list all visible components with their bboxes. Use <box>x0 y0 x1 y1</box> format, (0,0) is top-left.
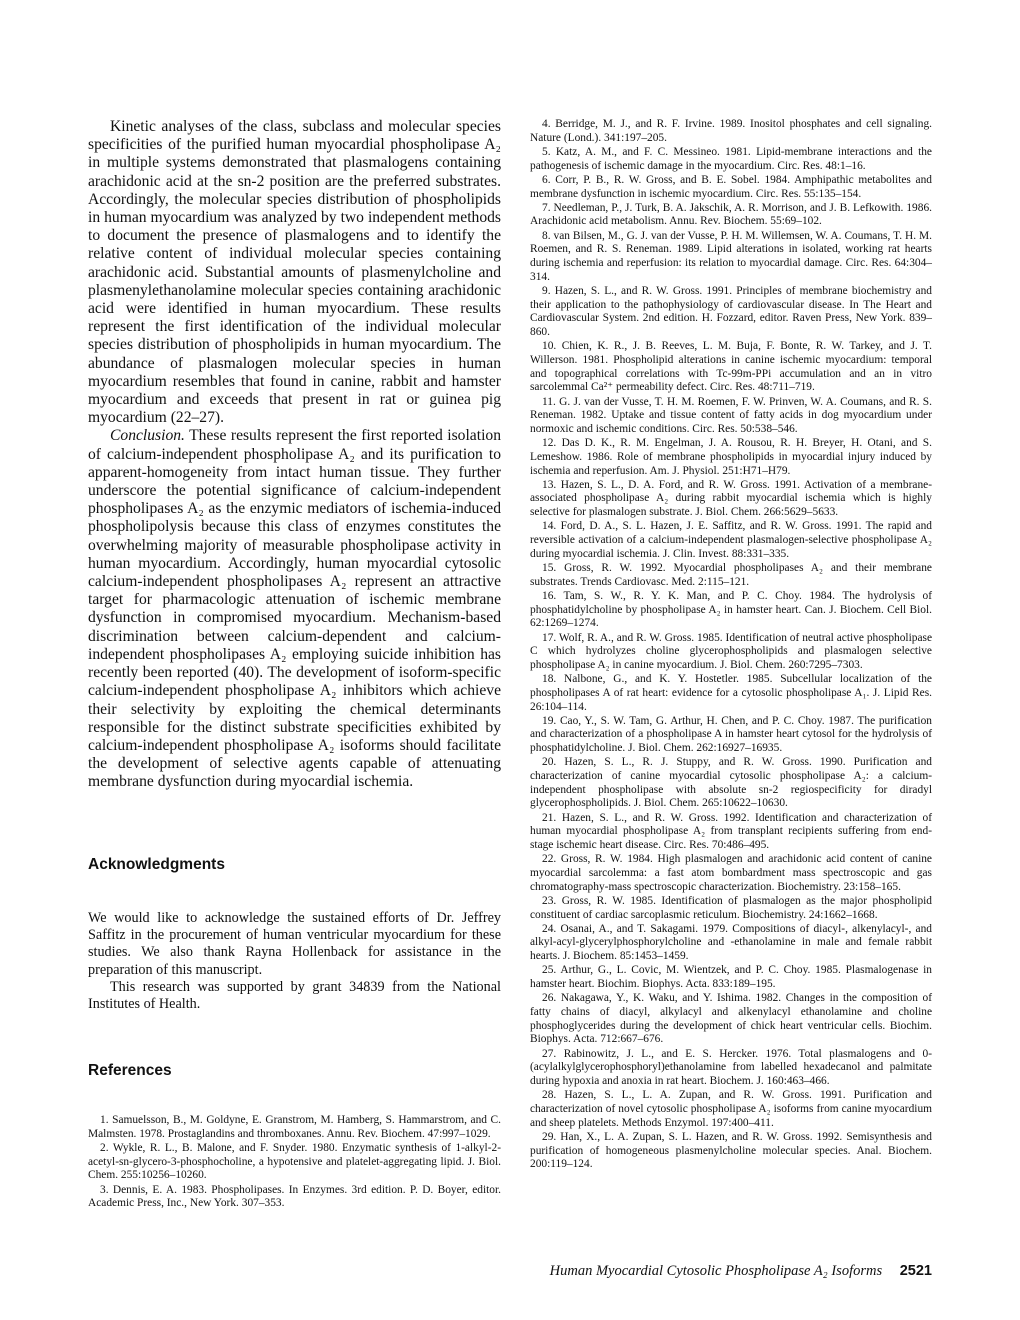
page-number: 2521 <box>899 1263 932 1279</box>
reference-item: 12. Das D. K., R. M. Engelman, J. A. Rousou, R. H. Breyer, H. Otani, and S. Lemeshow. 1986. Role of membrane phospholipids in myocardial injury induced by ischemia and reperfusion. Am. J. Physiol. 251:H71–H79. <box>530 437 932 477</box>
acknowledgments-paragraph-2: This research was supported by grant 34839 from the National Institutes of Health. <box>88 978 501 1013</box>
reference-item: 14. Ford, D. A., S. L. Hazen, J. E. Saffitz, and R. W. Gross. 1991. The rapid and reversible activation of a calcium-independent plasmalogen-selective phospholipase A₂ during myocardial ischemia. J. Clin. Invest. 88:331–335. <box>530 520 932 560</box>
body-paragraph-2 <box>88 427 501 791</box>
running-title: Human Myocardial Cytosolic Phospholipase A₂ Isoforms <box>549 1263 883 1279</box>
acknowledgments-paragraph-1: We would like to acknowledge the sustained efforts of Dr. Jeffrey Saffitz in the procurement of human ventricular myocardium for these studies. We also thank Rayna Hollenback for assistance in the preparation of this manuscript. <box>88 910 501 978</box>
reference-item: 23. Gross, R. W. 1985. Identification of plasmalogen as the major phospholipid constituent of cardiac sarcoplasmic reticulum. Biochemistry. 24:1662–1668. <box>530 894 932 921</box>
reference-item: 2. Wykle, R. L., B. Malone, and F. Snyder. 1980. Enzymatic synthesis of 1-alkyl-2-acetyl-sn-glycero-3-phosphocholine, a hypotensive and platelet-aggregating lipid. J. Biol. Chem. 255:10256–10260. <box>88 1141 501 1182</box>
reference-item: 1. Samuelsson, B., M. Goldyne, E. Granstrom, M. Hamberg, S. Hammarstrom, and C. Malmsten. 1978. Prostaglandins and thromboxanes. Annu. Rev. Biochem. 47:997–1029. <box>88 1114 501 1140</box>
reference-item: 26. Nakagawa, Y., K. Waku, and Y. Ishima. 1982. Changes in the composition of fatty chains of diacyl, alkylacyl and alkenylacyl ethanolamine and choline phosphoglycerides during the development of chick heart ventricular cells. Biochim. Biophys. Acta. 712:667–676. <box>530 992 932 1046</box>
reference-item: 25. Arthur, G., L. Covic, M. Wientzek, and P. C. Choy. 1985. Plasmalogenase in hamster heart. Biochim. Biophys. Acta. 833:189–195. <box>530 964 932 991</box>
reference-item: 6. Corr, P. B., R. W. Gross, and B. E. Sobel. 1984. Amphipathic metabolites and membrane dysfunction in ischemic myocardium. Circ. Res. 55:135–154. <box>530 173 932 200</box>
reference-item: 29. Han, X., L. A. Zupan, S. L. Hazen, and R. W. Gross. 1992. Semisynthesis and purification of homogeneous plasmenylcholine molecular species. Anal. Biochem. 200:119–124. <box>530 1130 932 1171</box>
reference-item: 16. Tam, S. W., R. Y. K. Man, and P. C. Choy. 1984. The hydrolysis of phosphatidylcholine by phospholipase A₂ in hamster heart. Can. J. Biochem. Cell Biol. 62:1269–1274. <box>530 589 932 630</box>
reference-item: 27. Rabinowitz, J. L., and E. S. Hercker. 1976. Total plasmalogens and 0-(acylalkylglycerophosphoryl)ethanolamine from labelled hexadecanol and palmitate during hypoxia and anoxia in rat heart. Biochem. J. 160:463–466. <box>530 1047 932 1088</box>
reference-item: 17. Wolf, R. A., and R. W. Gross. 1985. Identification of neutral active phospholipase C which hydrolyzes choline glycerophospholipids and plasmalogen selective phospholipase A₂ in canine myocardium. J. Biol. Chem. 260:7295–7303. <box>530 631 932 671</box>
acknowledgments-heading: Acknowledgments <box>88 856 225 873</box>
reference-item: 20. Hazen, S. L., R. J. Stuppy, and R. W. Gross. 1990. Purification and characterization of canine myocardial cytosolic phospholipase A₂: a calcium-independent phospholipase with absolute sn-2 regiospecificity for diradyl glycerophospholipids. J. Biol. Chem. 265:10622–10630. <box>530 756 932 810</box>
reference-item: 5. Katz, A. M., and F. C. Messineo. 1981. Lipid-membrane interactions and the pathogenesis of ischemic damage in the myocardium. Circ. Res. 48:1–16. <box>530 145 932 172</box>
reference-item: 19. Cao, Y., S. W. Tam, G. Arthur, H. Chen, and P. C. Choy. 1987. The purification and characterization of a phospholipase A in hamster heart cytosol for the hydrolysis of phosphatidylcholine. J. Biol. Chem. 262:16927–16935. <box>530 714 932 755</box>
body-paragraph-1: Kinetic analyses of the class, subclass and molecular species specificities of the purified human myocardial phospholipase A₂ in multiple systems demonstrated that plasmalogens containing arachidonic acid at the sn-2 position are the preferred substrates. Accordingly, the molecular species distribution of phospholipids in human myocardium was analyzed by two independent methods to document the presence of plasmalogens and to identify the relative content of individual molecular species containing arachidonic acid. Substantial amounts of plasmenylcholine and plasmenylethanolamine molecular species containing arachidonic acid were identified in human myocardium. These results represent the first identification of the individual molecular species distribution of phospholipids in human myocardium. The abundance of plasmalogen molecular species in human myocardium resembles that found in canine, rabbit and hamster myocardium and exceeds that present in rat or guinea pig myocardium (22–27). <box>88 118 501 427</box>
reference-item: 8. van Bilsen, M., G. J. van der Vusse, P. H. M. Willemsen, W. A. Coumans, T. H. M. Roemen, and R. S. Reneman. 1989. Lipid alterations in isolated, working rat hearts during ischemia and reperfusion: its relation to myocardial damage. Circ. Res. 64:304–314. <box>530 229 932 283</box>
references-list-right <box>530 118 932 1172</box>
conclusion-label: Conclusion. <box>110 427 185 445</box>
reference-item: 11. G. J. van der Vusse, T. H. M. Roemen, F. W. Prinven, W. A. Coumans, and R. S. Reneman. 1982. Uptake and tissue content of fatty acids in dog myocardium under normoxic and ischemic conditions. Circ. Res. 50:538–546. <box>530 395 932 435</box>
reference-item: 22. Gross, R. W. 1984. High plasmalogen and arachidonic acid content of canine myocardial sarcolemma: a fast atom bombardment mass spectroscopic and gas chromatography-mass spectroscopic characterization. Biochemistry. 23:158–165. <box>530 853 932 893</box>
left-column <box>88 118 501 1210</box>
page-footer <box>530 1263 932 1280</box>
reference-item: 24. Osanai, A., and T. Sakagami. 1979. Compositions of diacyl-, alkenylacyl-, and alkyl-acyl-glycerylphosphorylcholine and -ethanolamine in male and female rabbit hearts. J. Biochem. 85:1453–1459. <box>530 922 932 963</box>
reference-item: 10. Chien, K. R., J. B. Reeves, L. M. Buja, F. Bonte, R. W. Tarkey, and J. T. Willerson. 1981. Phospholipid alterations in canine ischemic myocardium: temporal and topographical correlations with Tc-99m-PPi accumulation and an in vitro sarcolemmal Ca²⁺ permeability defect. Circ. Res. 48:711–719. <box>530 340 932 394</box>
reference-item: 4. Berridge, M. J., and R. F. Irvine. 1989. Inositol phosphates and cell signaling. Nature (Lond.). 341:197–205. <box>530 118 932 144</box>
conclusion-text: These results represent the first reported isolation of calcium-independent phospholipase A₂ and its purification to apparent-homogeneity from intact human tissue. They further underscore the potential significance of calcium-independent phospholipases A₂ as the enzymic mediators of ischemia-induced phospholipolysis because this class of enzymes constitutes the overwhelming majority of measurable phospholipase activity in human myocardium. Accordingly, human myocardial cytosolic calcium-independent phospholipases A₂ represent an attractive target for pharmacologic attenuation of ischemic membrane dysfunction in compromised myocardium. Mechanism-based discrimination between calcium-dependent and calcium-independent phospholipases A₂ employing suicide inhibition has recently been reported (40). The development of isoform-specific calcium-independent phospholipase A₂ inhibitors which achieve their selectivity by exploiting the chemical determinants responsible for the distinct substrate specificities exhibited by calcium-independent phospholipase A₂ isoforms should facilitate the development of selective agents capable of attenuating membrane dysfunction during myocardial ischemia. <box>88 427 501 791</box>
acknowledgments-section <box>88 910 501 1013</box>
reference-item: 15. Gross, R. W. 1992. Myocardial phospholipases A₂ and their membrane substrates. Trends Cardiovasc. Med. 2:115–121. <box>530 562 932 588</box>
reference-item: 7. Needleman, P., J. Turk, B. A. Jakschik, A. R. Morrison, and J. B. Lefkowith. 1986. Arachidonic acid metabolism. Annu. Rev. Biochem. 55:69–102. <box>530 201 932 228</box>
reference-item: 28. Hazen, S. L., L. A. Zupan, and R. W. Gross. 1991. Purification and characterization of novel cytosolic phospholipase A₂ isoforms from canine myocardium and sheep platelets. Methods Enzymol. 197:400–411. <box>530 1089 932 1129</box>
references-heading: References <box>88 1062 172 1079</box>
reference-item: 9. Hazen, S. L., and R. W. Gross. 1991. Principles of membrane biochemistry and their application to the pathophysiology of cardiovascular disease. In The Heart and Cardiovascular System. 2nd edition. H. Fozzard, editor. Raven Press, New York. 839–860. <box>530 284 932 339</box>
reference-item: 21. Hazen, S. L., and R. W. Gross. 1992. Identification and characterization of human myocardial phospholipase A₂ from transplant recipients suffering from end-stage ischemic heart disease. Circ. Res. 70:486–495. <box>530 811 932 852</box>
reference-item: 18. Nalbone, G., and K. Y. Hostetler. 1985. Subcellular localization of the phospholipases A of rat heart: evidence for a cytosolic phospholipase A₁. J. Lipid Res. 26:104–114. <box>530 673 932 713</box>
references-list-left <box>88 1114 501 1211</box>
reference-item: 3. Dennis, E. A. 1983. Phospholipases. In Enzymes. 3rd edition. P. D. Boyer, editor. Academic Press, Inc., New York. 307–353. <box>88 1183 501 1210</box>
reference-item: 13. Hazen, S. L., D. A. Ford, and R. W. Gross. 1991. Activation of a membrane-associated phospholipase A₂ during rabbit myocardial ischemia which is highly selective for plasmalogen substrate. J. Biol. Chem. 266:5629–5633. <box>530 478 932 519</box>
